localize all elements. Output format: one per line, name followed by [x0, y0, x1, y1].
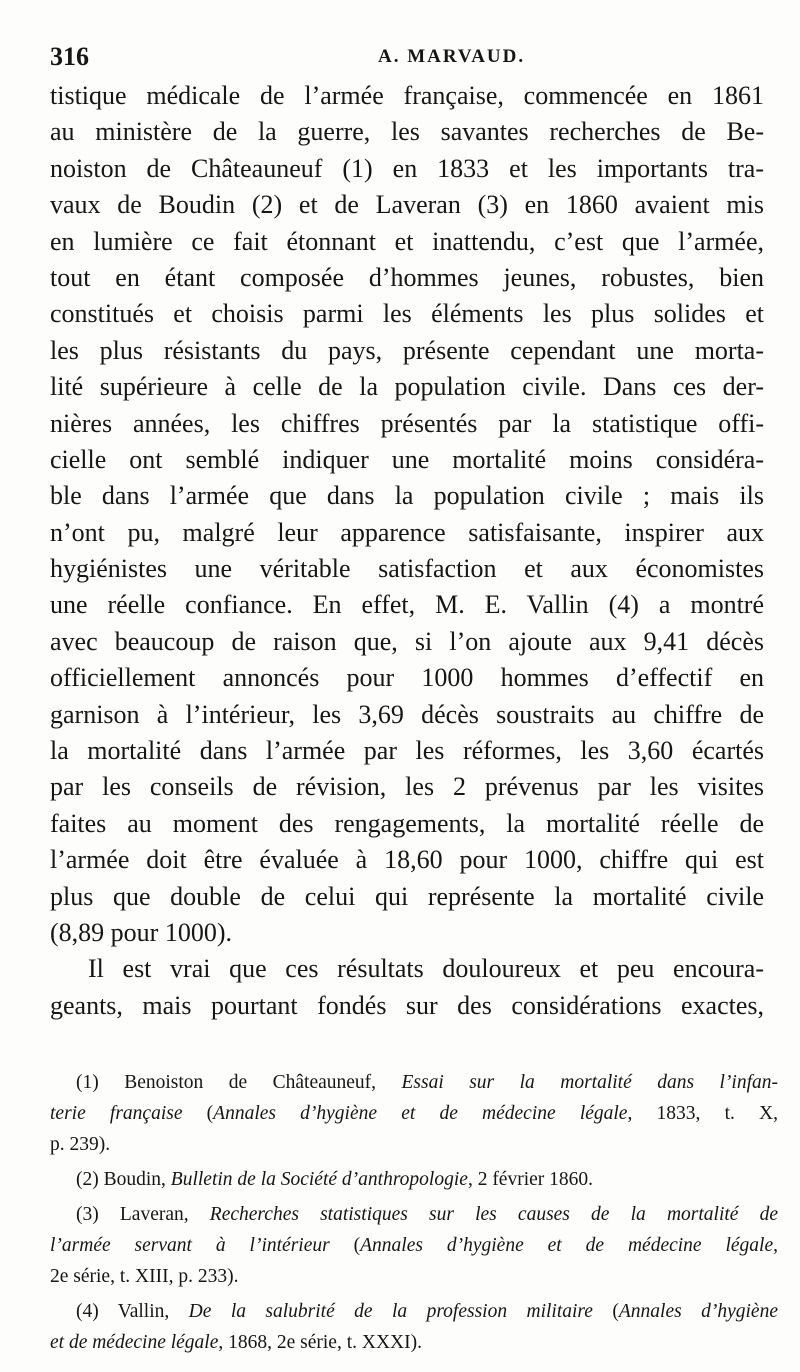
footnote-4-line: et de médecine légale, 1868, 2e série, t. XXXI). [50, 1332, 422, 1353]
text-line: officiellement annoncés pour 1000 hommes d’effectif en [50, 663, 764, 693]
footnote-4-line: (4) Vallin, De la salubrité de la profession militaire (Annales d’hygiène [76, 1301, 778, 1322]
text-line: ble dans l’armée que dans la population civile ; mais ils [50, 481, 764, 511]
main-text [50, 78, 764, 1024]
page-header [50, 42, 770, 76]
text-line: geants, mais pourtant fondés sur des considérations exactes, [50, 990, 764, 1020]
text-line: noiston de Châteauneuf (1) en 1833 et les importants tra- [50, 153, 764, 183]
footnote-1-line: terie française (Annales d’hygiène et de médecine légale, 1833, t. X, [50, 1103, 778, 1124]
text-line: tout en étant composée d’hommes jeunes, robustes, bien [50, 262, 764, 292]
footnote-3-line: 2e série, t. XIII, p. 233). [50, 1266, 239, 1287]
page-number: 316 [50, 42, 89, 71]
text-line: constitués et choisis parmi les éléments les plus solides et [50, 299, 764, 329]
text-line: plus que double de celui qui représente la mortalité civile [50, 881, 764, 911]
text-line: garnison à l’intérieur, les 3,69 décès soustraits au chiffre de [50, 699, 764, 729]
text-line: Il est vrai que ces résultats douloureux et peu encoura- [88, 954, 764, 984]
text-line: cielle ont semblé indiquer une mortalité moins considéra- [50, 444, 764, 474]
footnote-1-line: p. 239). [50, 1134, 111, 1155]
text-line: au ministère de la guerre, les savantes recherches de Be- [50, 117, 764, 147]
text-line: avec beaucoup de raison que, si l’on ajoute aux 9,41 décès [50, 626, 764, 656]
text-line: tistique médicale de l’armée française, commencée en 1861 [50, 81, 764, 110]
text-line: en lumière ce fait étonnant et inattendu, c’est que l’armée, [50, 226, 764, 256]
footnote-2-line: (2) Boudin, Bulletin de la Société d’anthropologie, 2 février 1860. [76, 1169, 594, 1190]
text-line: la mortalité dans l’armée par les réformes, les 3,60 écartés [50, 736, 764, 766]
text-line: lité supérieure à celle de la population civile. Dans ces der- [50, 372, 764, 402]
text-line: par les conseils de révision, les 2 prévenus par les visites [50, 772, 764, 802]
text-line: nières années, les chiffres présentés par la statistique offi- [50, 408, 764, 438]
footnote-3-line: (3) Laveran, Recherches statistiques sur les causes de la mortalité de [76, 1204, 778, 1225]
footnote-3-line: l’armée servant à l’intérieur (Annales d’hygiène et de médecine légale, [50, 1235, 779, 1256]
text-line: vaux de Boudin (2) et de Laveran (3) en 1860 avaient mis [50, 190, 764, 220]
text-line: faites au moment des rengagements, la mortalité réelle de [50, 808, 764, 838]
footnote-1-line: (1) Benoiston de Châteauneuf, Essai sur la mortalité dans l’infan- [76, 1072, 778, 1093]
footnotes [50, 1067, 778, 1358]
text-line: hygiénistes une véritable satisfaction et aux économistes [50, 554, 764, 584]
text-line: les plus résistants du pays, présente cependant une morta- [50, 335, 764, 365]
text-line: l’armée doit être évaluée à 18,60 pour 1000, chiffre qui est [50, 845, 764, 875]
text-line: n’ont pu, malgré leur apparence satisfaisante, inspirer aux [50, 517, 764, 547]
running-head-author: A. MARVAUD. [378, 46, 526, 67]
text-line: (8,89 pour 1000). [50, 917, 232, 947]
text-line: une réelle confiance. En effet, M. E. Vallin (4) a montré [50, 590, 764, 620]
